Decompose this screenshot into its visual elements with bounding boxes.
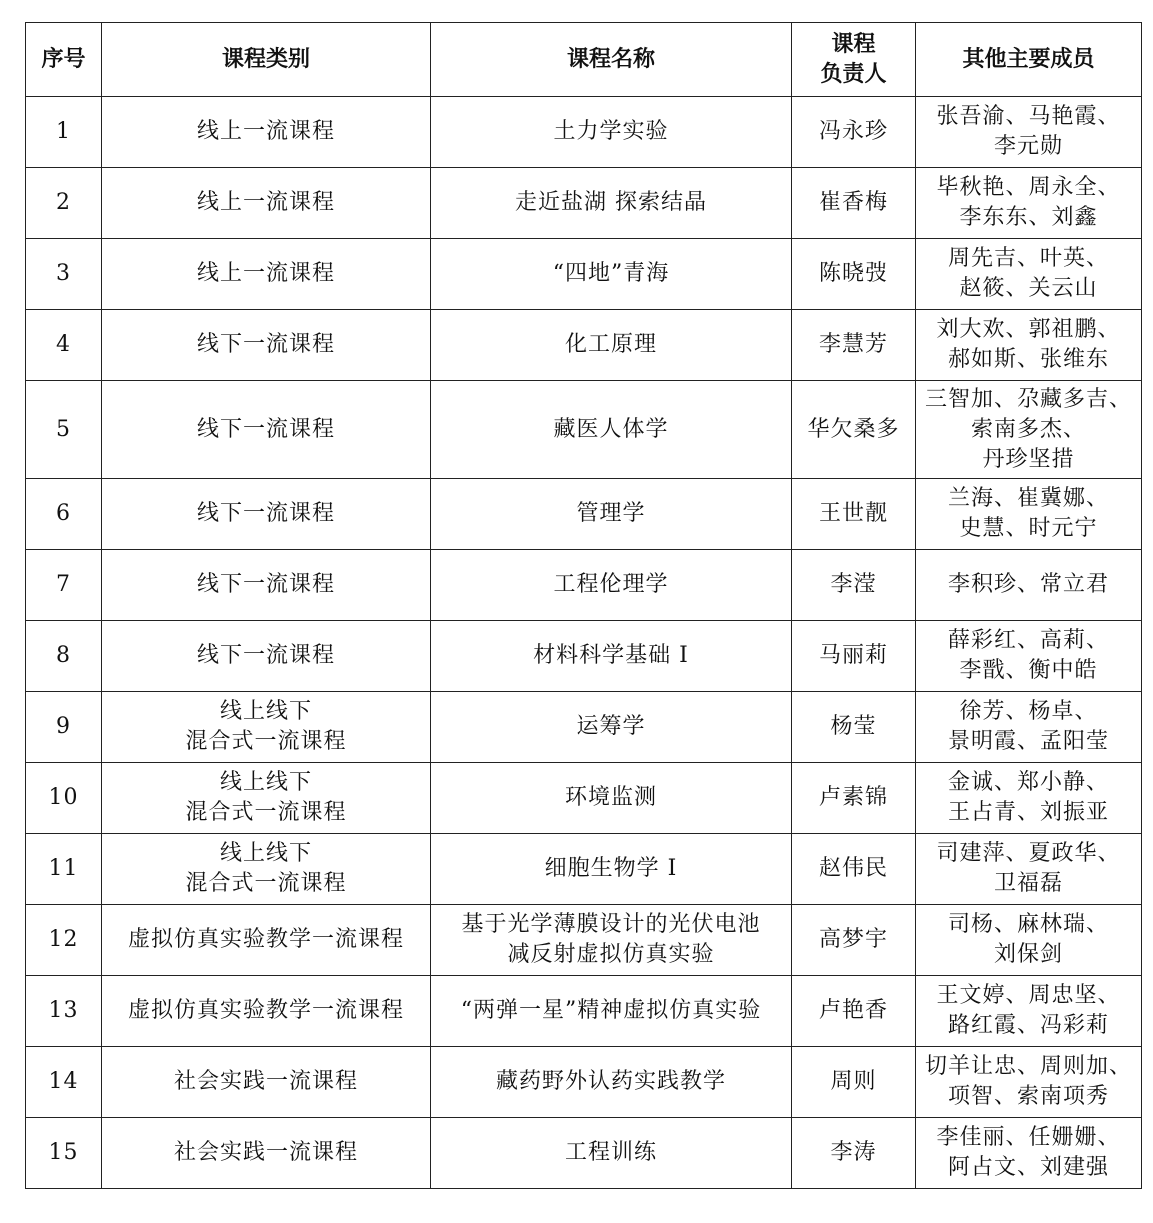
course-name-line: “两弹一星”精神虚拟仿真实验: [460, 998, 762, 1023]
cell-category: [102, 834, 431, 905]
cell-leader: 陈晓弢: [792, 239, 916, 310]
cell-members: [916, 1118, 1142, 1189]
cell-leader: 高梦宇: [792, 905, 916, 976]
cell-no: 8: [26, 621, 102, 692]
cell-category: [102, 1118, 431, 1189]
cell-leader: 卢艳香: [792, 976, 916, 1047]
course-name-line: 细胞生物学 I: [544, 856, 678, 881]
cell-category: [102, 479, 431, 550]
members-line: 李东东、刘鑫: [959, 205, 1098, 230]
members-line: 王占青、刘振亚: [947, 800, 1109, 825]
table-row: [26, 692, 1142, 763]
header-leader-line1: 课程: [831, 31, 876, 57]
cell-members: [916, 692, 1142, 763]
members-line: 刘保剑: [993, 942, 1063, 967]
members-line: 史慧、时元宁: [959, 516, 1098, 541]
course-name-line: 运筹学: [576, 714, 646, 739]
category-line: 混合式一流课程: [185, 800, 347, 825]
course-name-line: 减反射虚拟仿真实验: [507, 942, 715, 967]
table-row: [26, 310, 1142, 381]
cell-course-name: [431, 763, 792, 834]
members-line: 司杨、麻林瑞、: [947, 912, 1109, 937]
members-line: 徐芳、杨卓、: [959, 699, 1098, 724]
category-line: 线下一流课程: [196, 643, 335, 668]
category-line: 混合式一流课程: [185, 871, 347, 896]
cell-leader: 李滢: [792, 550, 916, 621]
course-name-line: 化工原理: [564, 332, 657, 357]
cell-leader: 王世靓: [792, 479, 916, 550]
table-row: [26, 479, 1142, 550]
cell-no: 10: [26, 763, 102, 834]
course-table: [25, 22, 1142, 1189]
members-line: 郝如斯、张维东: [947, 347, 1109, 372]
header-leader: [792, 23, 916, 97]
course-name-line: 工程伦理学: [553, 572, 669, 597]
cell-category: [102, 239, 431, 310]
members-line: 周先吉、叶英、: [947, 246, 1109, 271]
members-line: 金诚、郑小静、: [947, 770, 1109, 795]
members-line: 赵筱、关云山: [959, 276, 1098, 301]
table-row: [26, 976, 1142, 1047]
category-line: 虚拟仿真实验教学一流课程: [127, 998, 404, 1023]
cell-no: 14: [26, 1047, 102, 1118]
header-members: 其他主要成员: [916, 23, 1142, 97]
cell-category: [102, 97, 431, 168]
members-line: 卫福磊: [993, 871, 1063, 896]
cell-no: 6: [26, 479, 102, 550]
category-line: 线上线下: [219, 770, 312, 795]
cell-leader: 赵伟民: [792, 834, 916, 905]
header-no: 序号: [26, 23, 102, 97]
category-line: 社会实践一流课程: [173, 1069, 358, 1094]
members-line: 张吾渝、马艳霞、: [936, 104, 1121, 129]
cell-category: [102, 1047, 431, 1118]
members-line: 毕秋艳、周永全、: [936, 175, 1121, 200]
cell-course-name: [431, 1047, 792, 1118]
cell-leader: 李慧芳: [792, 310, 916, 381]
members-line: 阿占文、刘建强: [947, 1155, 1109, 1180]
members-line: 司建萍、夏政华、: [936, 841, 1121, 866]
category-line: 线上线下: [219, 699, 312, 724]
cell-category: [102, 621, 431, 692]
members-line: 三智加、尕藏多吉、: [924, 386, 1132, 412]
category-line: 线上一流课程: [196, 261, 335, 286]
cell-category: [102, 692, 431, 763]
cell-no: 1: [26, 97, 102, 168]
table-row: [26, 168, 1142, 239]
course-name-line: 工程训练: [564, 1140, 657, 1165]
cell-members: [916, 976, 1142, 1047]
members-line: 项智、索南项秀: [947, 1084, 1109, 1109]
table-body: [26, 97, 1142, 1189]
cell-members: [916, 763, 1142, 834]
members-line: 刘大欢、郭祖鹏、: [936, 317, 1121, 342]
cell-no: 12: [26, 905, 102, 976]
cell-members: [916, 905, 1142, 976]
cell-leader: 冯永珍: [792, 97, 916, 168]
cell-leader: 华欠桑多: [792, 381, 916, 479]
table-row: [26, 905, 1142, 976]
members-line: 李元勋: [993, 134, 1063, 159]
cell-category: [102, 168, 431, 239]
cell-no: 5: [26, 381, 102, 479]
cell-no: 11: [26, 834, 102, 905]
members-line: 路红霞、冯彩莉: [947, 1013, 1109, 1038]
cell-course-name: [431, 621, 792, 692]
members-line: 景明霞、孟阳莹: [947, 729, 1109, 754]
category-line: 线下一流课程: [196, 416, 335, 442]
category-line: 线下一流课程: [196, 572, 335, 597]
cell-category: [102, 905, 431, 976]
members-line: 李积珍、常立君: [947, 572, 1109, 597]
cell-members: [916, 1047, 1142, 1118]
table-row: [26, 239, 1142, 310]
cell-course-name: [431, 168, 792, 239]
cell-course-name: [431, 550, 792, 621]
course-name-line: 材料科学基础 I: [533, 643, 689, 668]
cell-category: [102, 763, 431, 834]
cell-members: [916, 550, 1142, 621]
category-line: 线下一流课程: [196, 332, 335, 357]
members-line: 丹珍坚措: [982, 446, 1075, 472]
course-name-line: 藏医人体学: [553, 416, 669, 442]
course-name-line: 藏药野外认药实践教学: [495, 1069, 726, 1094]
cell-course-name: [431, 310, 792, 381]
cell-no: 7: [26, 550, 102, 621]
header-leader-line2: 负责人: [820, 61, 887, 87]
cell-members: [916, 621, 1142, 692]
header-course-name: 课程名称: [431, 23, 792, 97]
cell-course-name: [431, 905, 792, 976]
cell-no: 3: [26, 239, 102, 310]
members-line: 兰海、崔冀娜、: [947, 486, 1109, 511]
members-line: 切羊让忠、周则加、: [924, 1054, 1132, 1079]
cell-leader: 杨莹: [792, 692, 916, 763]
cell-members: [916, 834, 1142, 905]
cell-course-name: [431, 97, 792, 168]
table-row: [26, 381, 1142, 479]
category-line: 线上一流课程: [196, 119, 335, 144]
cell-leader: 马丽莉: [792, 621, 916, 692]
cell-course-name: [431, 692, 792, 763]
cell-leader: 李涛: [792, 1118, 916, 1189]
course-name-line: 土力学实验: [553, 119, 669, 144]
cell-course-name: [431, 834, 792, 905]
cell-no: 9: [26, 692, 102, 763]
category-line: 线上线下: [219, 841, 312, 866]
category-line: 线上一流课程: [196, 190, 335, 215]
cell-course-name: [431, 239, 792, 310]
category-line: 虚拟仿真实验教学一流课程: [127, 927, 404, 952]
cell-no: 13: [26, 976, 102, 1047]
course-name-line: 基于光学薄膜设计的光伏电池: [461, 912, 761, 937]
members-line: 李戬、衡中皓: [959, 658, 1098, 683]
cell-category: [102, 381, 431, 479]
cell-category: [102, 550, 431, 621]
table-row: [26, 834, 1142, 905]
cell-course-name: [431, 479, 792, 550]
cell-members: [916, 168, 1142, 239]
cell-members: [916, 310, 1142, 381]
cell-category: [102, 310, 431, 381]
category-line: 社会实践一流课程: [173, 1140, 358, 1165]
cell-members: [916, 479, 1142, 550]
cell-members: [916, 97, 1142, 168]
table-row: [26, 763, 1142, 834]
members-line: 李佳丽、任姗姗、: [936, 1125, 1121, 1150]
cell-no: 15: [26, 1118, 102, 1189]
cell-members: [916, 381, 1142, 479]
course-name-line: “四地”青海: [552, 261, 670, 286]
cell-course-name: [431, 976, 792, 1047]
cell-leader: 崔香梅: [792, 168, 916, 239]
cell-no: 2: [26, 168, 102, 239]
cell-category: [102, 976, 431, 1047]
members-line: 薛彩红、高莉、: [947, 628, 1109, 653]
course-name-line: 走近盐湖 探索结晶: [515, 190, 707, 215]
members-line: 王文婷、周忠坚、: [936, 983, 1121, 1008]
category-line: 线下一流课程: [196, 501, 335, 526]
cell-course-name: [431, 1118, 792, 1189]
table-row: [26, 1118, 1142, 1189]
table-row: [26, 1047, 1142, 1118]
cell-leader: 周则: [792, 1047, 916, 1118]
table-row: [26, 550, 1142, 621]
course-name-line: 环境监测: [564, 785, 657, 810]
table-row: [26, 621, 1142, 692]
cell-members: [916, 239, 1142, 310]
header-category: 课程类别: [102, 23, 431, 97]
category-line: 混合式一流课程: [185, 729, 347, 754]
cell-leader: 卢素锦: [792, 763, 916, 834]
cell-course-name: [431, 381, 792, 479]
course-name-line: 管理学: [576, 501, 646, 526]
table-header-row: [26, 23, 1142, 97]
members-line: 索南多杰、: [970, 416, 1086, 442]
table-row: [26, 97, 1142, 168]
cell-no: 4: [26, 310, 102, 381]
